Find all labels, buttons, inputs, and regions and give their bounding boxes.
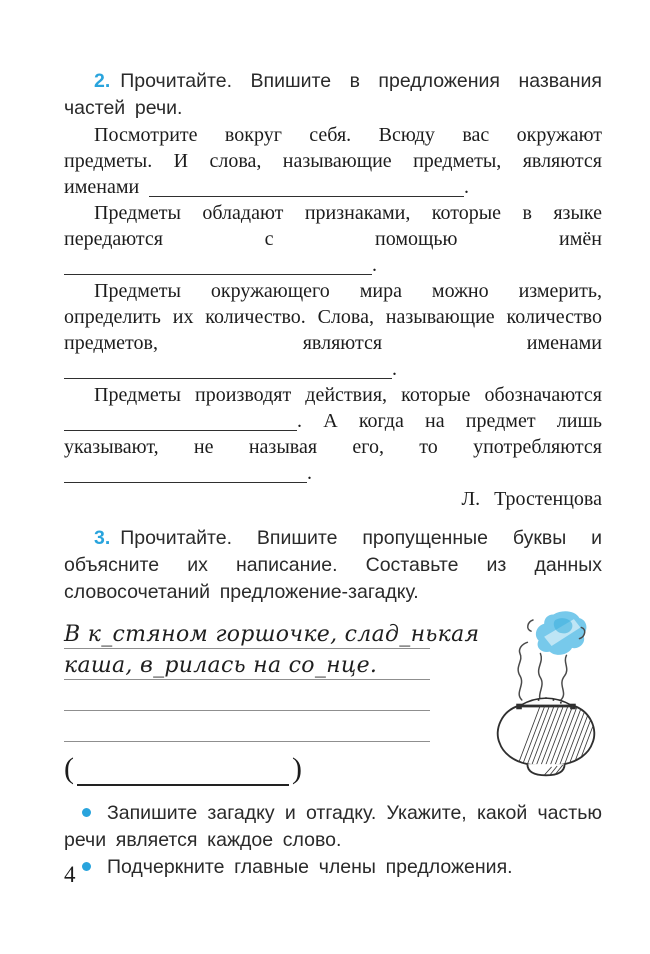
blue-splash <box>536 611 587 655</box>
exercise-2 <box>64 68 602 511</box>
paragraph-text: . А когда на предмет лишь указывают, не называя его, то употребляются <box>64 410 602 458</box>
task-text: Запишите загадку и отгадку. Укажите, какой частью речи является каждое слово. <box>64 802 602 851</box>
fill-in-blank-verbs <box>64 417 297 431</box>
bullet-icon <box>82 862 91 871</box>
paragraph-adjectives <box>64 200 602 278</box>
open-paren: ( <box>64 752 74 785</box>
paragraph-numerals <box>64 278 602 382</box>
fill-in-blank-nouns <box>149 183 464 197</box>
task-list <box>64 800 602 881</box>
period: . <box>392 358 397 380</box>
answer-blank <box>64 752 430 786</box>
exercise-3-instruction: Прочитайте. Впишите пропущенные буквы и объясните их написание. Составьте из данных словосочетаний предложение-загадку. <box>64 527 602 603</box>
period: . <box>464 176 469 198</box>
task-text: Подчеркните главные члены предложения. <box>107 856 513 878</box>
exercise-3 <box>64 525 602 786</box>
paragraph-text: Предметы производят действия, которые обозначаются <box>94 384 602 406</box>
task-item-2 <box>64 854 602 881</box>
writing-area <box>64 615 602 786</box>
ruled-line-3 <box>64 680 430 711</box>
paragraph-nouns <box>64 122 602 200</box>
page-number: 4 <box>64 862 76 887</box>
exercise-2-instruction: Прочитайте. Впишите в предложения названия частей речи. <box>64 70 602 119</box>
period: . <box>372 254 377 276</box>
task-item-1 <box>64 800 602 854</box>
ruled-line-2 <box>64 649 430 680</box>
steaming-pot-icon <box>484 607 608 779</box>
ruled-line-4 <box>64 711 430 742</box>
handwritten-phrase-1: В к_стяном горшочке, слад_нькая <box>64 622 480 647</box>
paragraph-verbs-pronouns <box>64 382 602 486</box>
pot-illustration <box>484 607 608 779</box>
fill-in-blank-pronouns <box>64 469 307 483</box>
fill-in-blank-adjectives <box>64 261 372 275</box>
exercise-2-number: 2. <box>94 70 111 92</box>
paragraph-text: Предметы окружающего мира можно измерить, определить их количество. Слова, называющие количество предметов, являются именами <box>64 280 602 354</box>
fill-in-blank-numerals <box>64 365 392 379</box>
pot-body <box>498 695 605 779</box>
author-credit: Л. Тростенцова <box>461 488 602 510</box>
close-paren: ) <box>292 752 302 785</box>
paragraph-text: Предметы обладают признаками, которые в языке передаются с помощью имён <box>64 202 602 250</box>
paragraph-text: Посмотрите вокруг себя. Всюду вас окружают предметы. И слова, называющие предметы, являются именами <box>64 124 602 198</box>
handwritten-phrase-2: каша, в_рилась на со_нце. <box>64 653 378 678</box>
exercise-3-number: 3. <box>94 527 111 549</box>
ruled-lines <box>64 615 480 786</box>
exercise-2-header <box>64 68 602 122</box>
bullet-icon <box>82 808 91 817</box>
period: . <box>307 462 312 484</box>
exercise-3-header <box>64 525 602 606</box>
answer-underline <box>77 762 289 786</box>
ruled-line-1 <box>64 615 480 649</box>
